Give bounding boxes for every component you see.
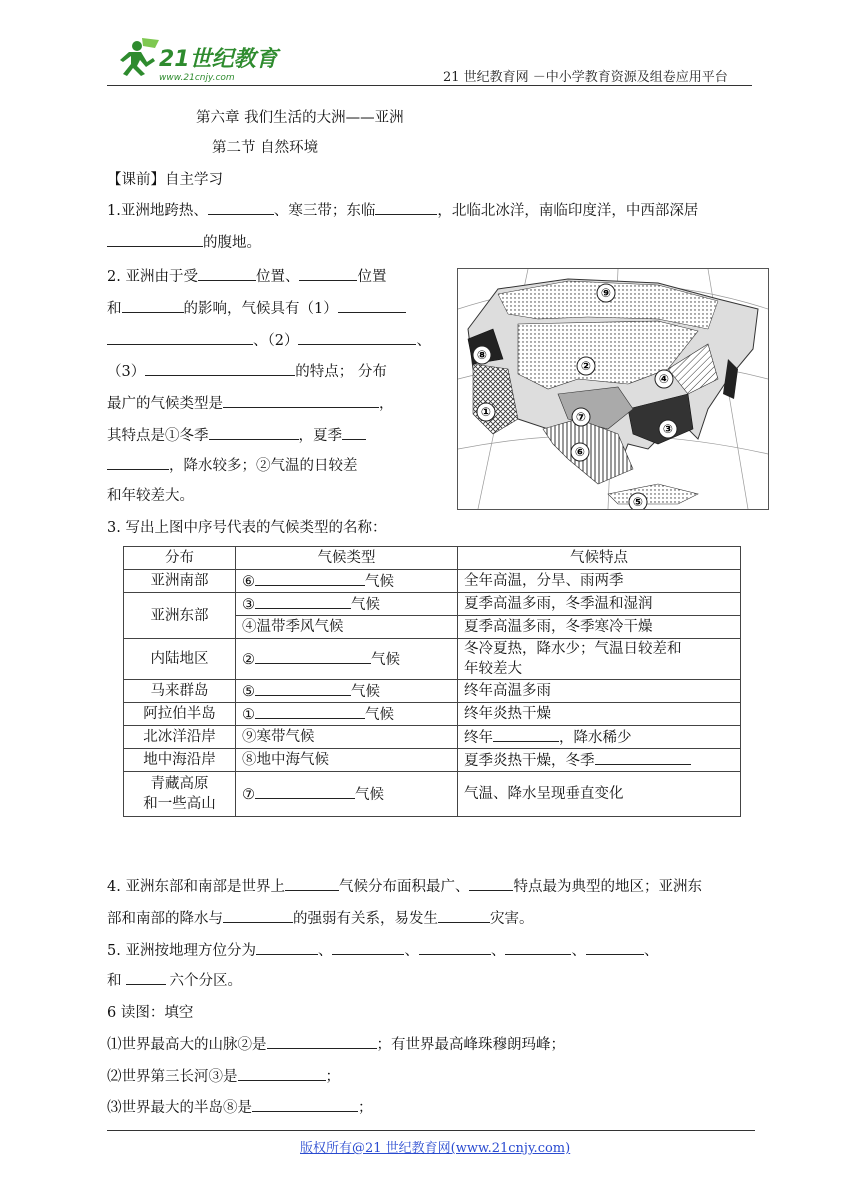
blank[interactable] [469,876,513,891]
question-3: 3. 写出上图中序号代表的气候类型的名称： [107,520,387,536]
blank[interactable] [595,750,691,765]
blank[interactable] [419,940,491,955]
question-4-line1: 4. 亚洲东部和南部是世界上 气候分布面积最广、 特点最为典型的地区；亚洲东 [107,876,702,897]
blank[interactable] [438,908,490,923]
blank[interactable] [107,455,169,470]
blank[interactable] [493,727,559,742]
blank[interactable] [332,940,404,955]
question-1-cont: 的腹地。 [107,232,261,253]
blank[interactable] [208,200,274,215]
svg-text:④: ④ [658,372,670,386]
section-title: 第二节 自然环境 [212,140,319,156]
table-row: 青藏高原 和一些高山 ⑦ 气候 气温、降水呈现垂直变化 [124,772,741,817]
logo-text: 21世纪教育 [159,47,278,72]
blank[interactable] [255,784,355,799]
question-2-line3: 、（2） 、 [107,330,431,351]
blank[interactable] [238,1066,326,1081]
question-5-line2: 和 六个分区。 [107,970,242,991]
question-6-title: 6 读图：填空 [107,1005,194,1021]
blank[interactable] [375,200,437,215]
question-2-line5: 最广的气候类型是 ， [107,393,394,414]
blank[interactable] [107,232,203,247]
blank[interactable] [145,361,295,376]
blank[interactable] [255,594,351,609]
svg-text:⑤: ⑤ [632,495,644,509]
map-label-8 [473,346,491,364]
svg-text:www.21cnjy.com: www.21cnjy.com [159,73,235,83]
logo [107,36,287,84]
blank[interactable] [198,266,256,281]
blank[interactable] [285,876,339,891]
svg-text:⑥: ⑥ [574,445,586,459]
blank[interactable] [209,425,299,440]
svg-text:①: ① [480,405,492,419]
map-label-7 [572,408,590,426]
table-row: 马来群岛 ⑤ 气候 终年高温多雨 [124,680,741,703]
svg-text:③: ③ [662,422,674,436]
map-label-4 [655,370,673,388]
blank[interactable] [223,393,379,408]
question-4-line2: 部和南部的降水与 的强弱有关系，易发生 灾害。 [107,908,534,929]
map-label-5 [629,493,647,509]
question-1: 1.亚洲地跨热、 、寒三带；东临 ，北临北冰洋，南临印度洋，中西部深居 [107,200,698,221]
question-2-line1: 2. 亚洲由于受 位置、 位置 [107,266,386,287]
blank[interactable] [223,908,293,923]
map-label-2 [577,357,595,375]
table-row: 亚洲南部 ⑥ 气候 全年高温，分旱、雨两季 [124,570,741,593]
blank[interactable] [122,298,184,313]
blank[interactable] [255,649,371,664]
blank[interactable] [255,681,351,696]
table-row: 地中海沿岸 ⑧地中海气候 夏季炎热干燥，冬季 [124,749,741,772]
blank[interactable] [255,571,365,586]
blank[interactable] [586,940,644,955]
blank[interactable] [298,330,416,345]
question-6-item3: ⑶世界最大的半岛⑧是 ； [107,1097,373,1118]
asia-climate-map [457,268,769,510]
blank[interactable] [107,330,253,345]
table-row: 内陆地区 ② 气候 冬冷夏热，降水少；气温日较差和 年较差大 [124,639,741,680]
blank[interactable] [267,1034,377,1049]
blank[interactable] [299,266,357,281]
question-2-line4: （3） 的特点； 分布 [107,361,387,382]
table-row: 亚洲东部 ③ 气候 夏季高温多雨，冬季温和湿润 [124,593,741,616]
table-row: 阿拉伯半岛 ① 气候 终年炎热干燥 [124,703,741,726]
header-divider [107,85,752,86]
header-site-name: 21 世纪教育网 －中小学教育资源及组卷应用平台 [443,70,728,85]
blank[interactable] [342,425,366,440]
table-row: 北冰洋沿岸 ⑨寒带气候 终年 ，降水稀少 [124,726,741,749]
svg-text:⑦: ⑦ [575,410,587,424]
header-type: 气候类型 [236,547,458,570]
table-header [124,547,741,570]
pre-class-heading: 【课前】自主学习 [107,172,223,188]
svg-text:⑧: ⑧ [476,348,488,362]
question-2-line8: 和年较差大。 [107,488,194,504]
blank[interactable] [338,298,406,313]
question-5-line1: 5. 亚洲按地理方位分为 、 、 、 、 、 [107,940,658,961]
blank[interactable] [252,1097,358,1112]
blank[interactable] [255,704,365,719]
table-row: ④温带季风气候 夏季高温多雨，冬季寒冷干燥 [124,616,741,639]
map-label-1 [477,403,495,421]
question-2-line6: 其特点是①冬季 ，夏季 [107,425,366,446]
question-6-item1: ⑴世界最高大的山脉②是 ；有世界最高峰珠穆朗玛峰； [107,1034,565,1055]
svg-text:⑨: ⑨ [600,286,612,300]
map-label-6 [571,443,589,461]
map-label-3 [659,420,677,438]
header-feature: 气候特点 [458,547,741,570]
chapter-title: 第六章 我们生活的大洲——亚洲 [196,110,404,126]
question-6-item2: ⑵世界第三长河③是 ； [107,1066,340,1087]
climate-table [123,546,741,817]
footer-divider [107,1130,755,1131]
blank[interactable] [505,940,571,955]
header-region: 分布 [124,547,236,570]
question-2-line7: ，降水较多；②气温的日较差 [107,455,358,476]
question-2-line2: 和 的影响，气候具有（1） [107,298,406,319]
blank[interactable] [126,970,166,985]
svg-text:②: ② [580,359,592,373]
map-label-9 [597,284,615,302]
footer-copyright-link[interactable]: 版权所有@21 世纪教育网(www.21cnjy.com) [300,1141,571,1156]
blank[interactable] [256,940,318,955]
